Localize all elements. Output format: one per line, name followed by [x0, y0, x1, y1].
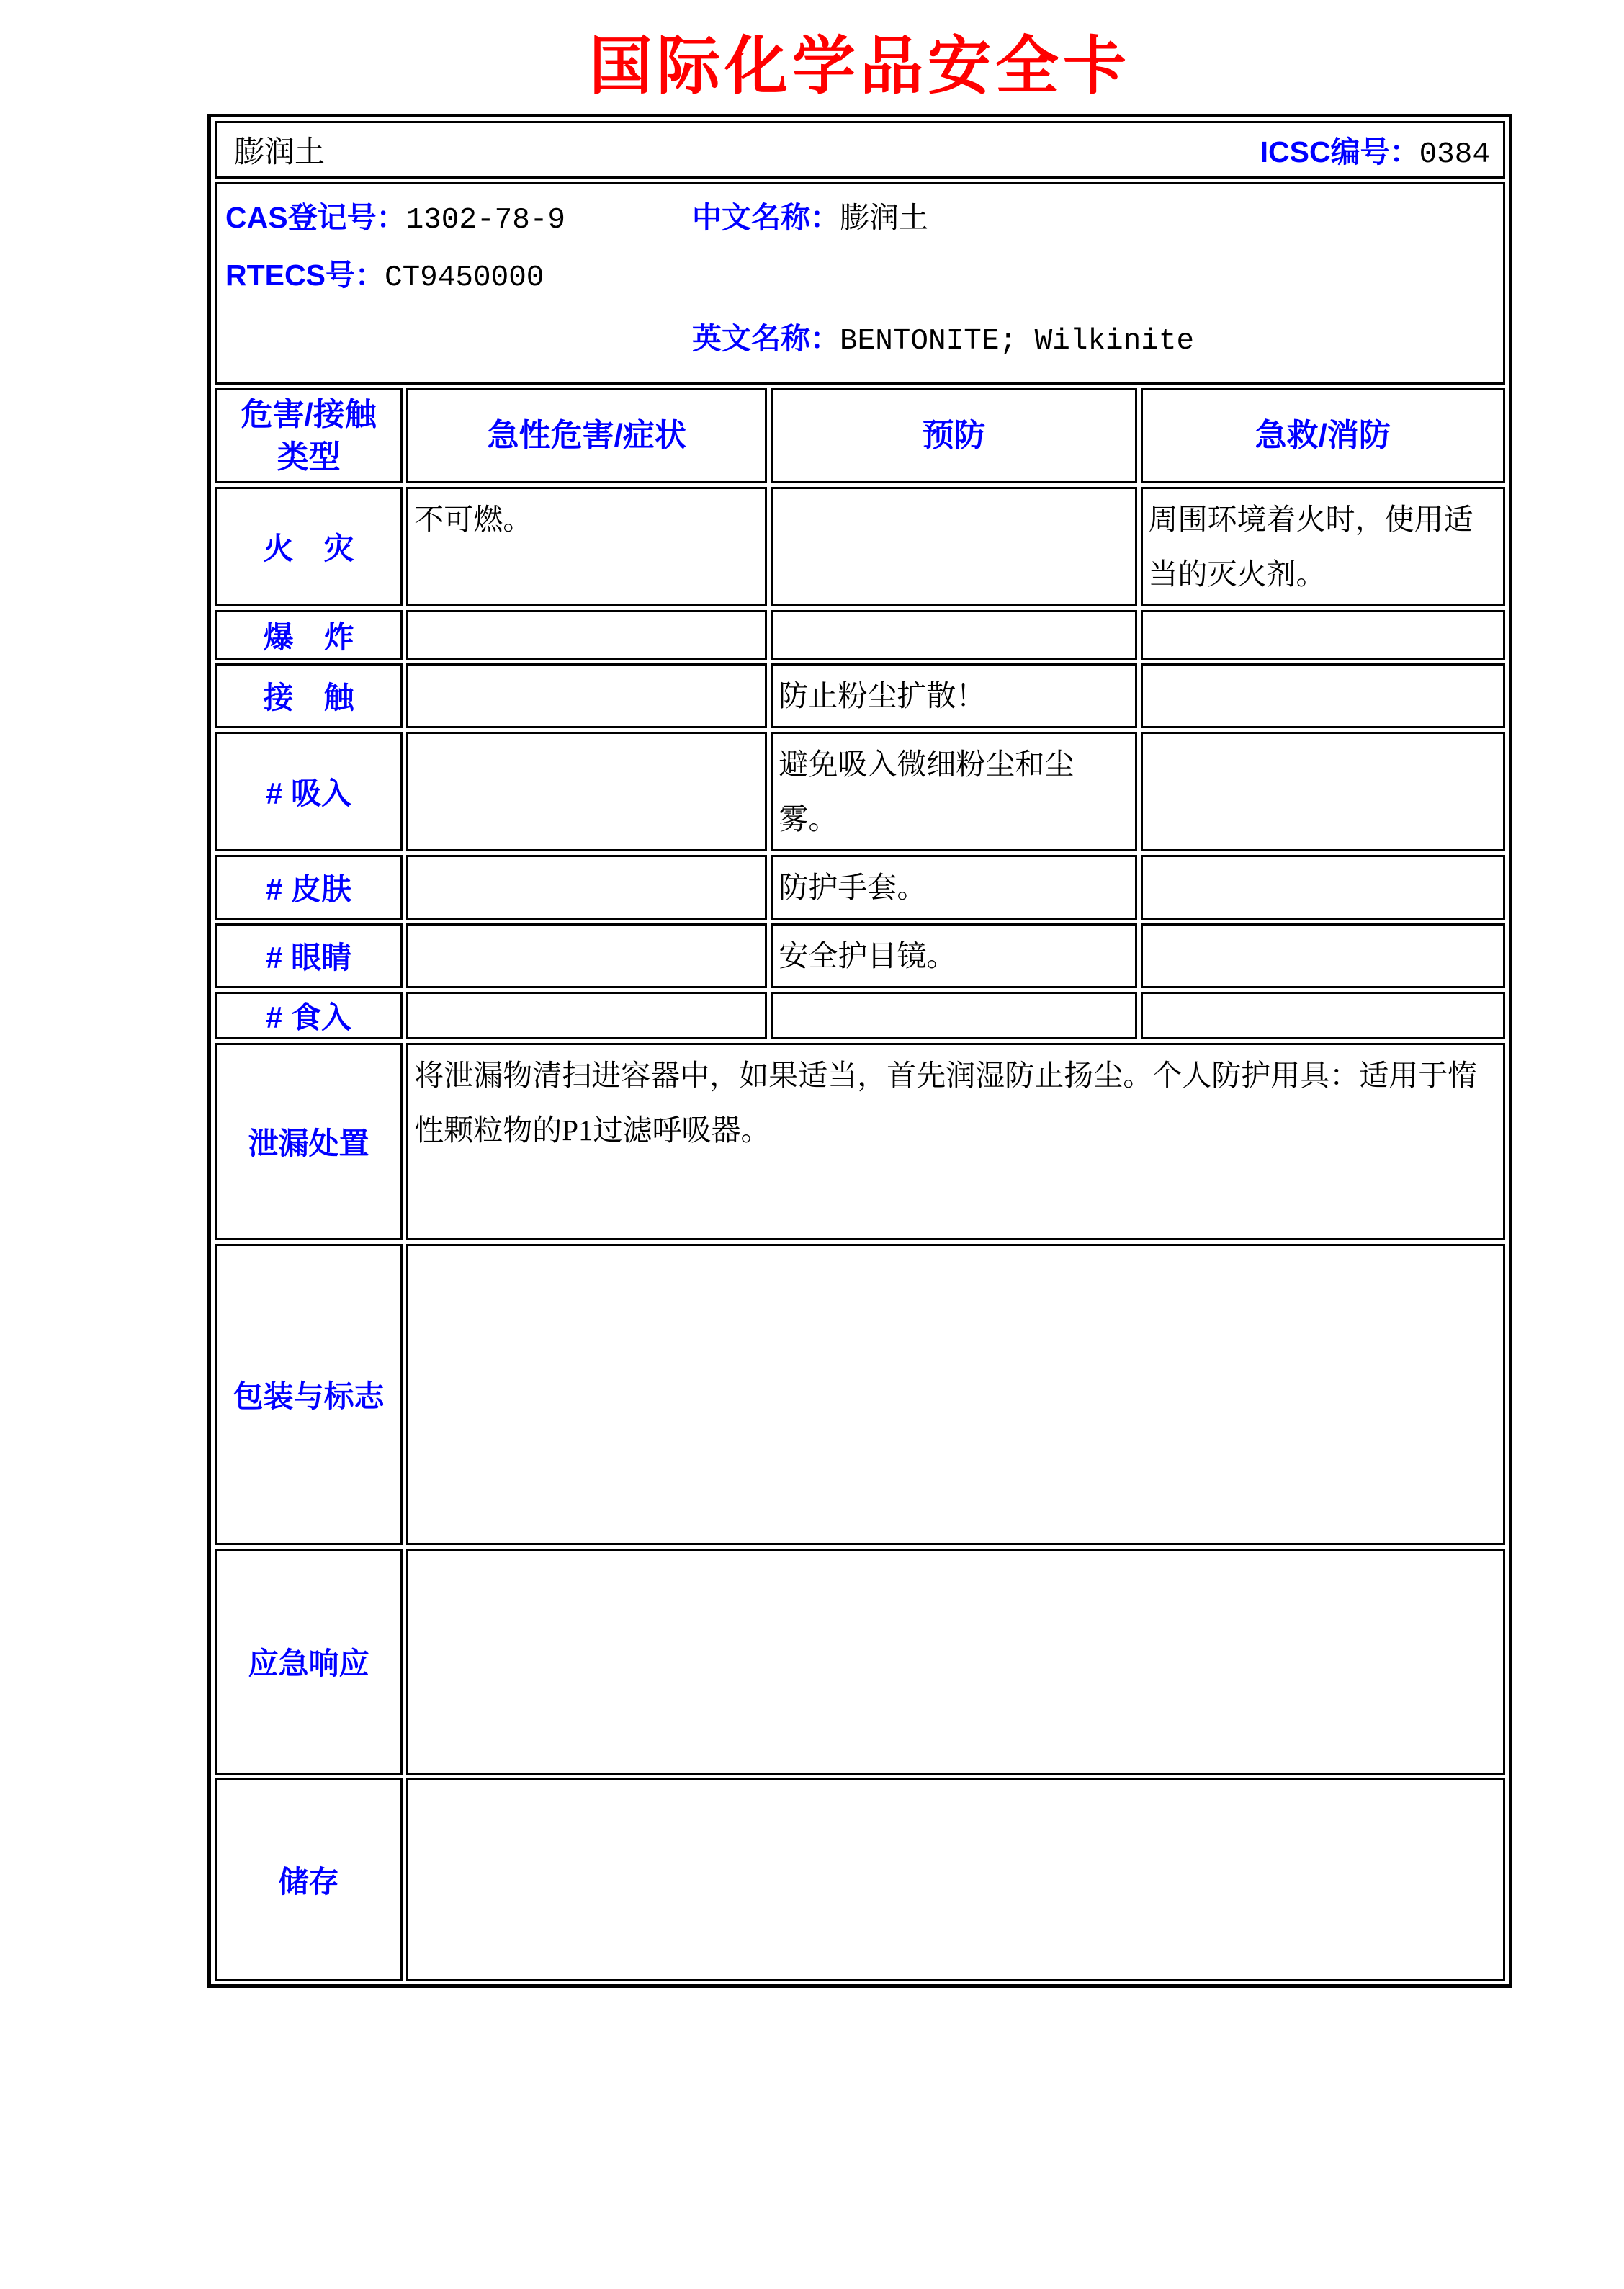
column-header-symptoms: 急性危害/症状 [406, 388, 767, 483]
column-header-row [215, 388, 1505, 483]
chinese-name-line [692, 190, 1194, 245]
english-name-value: BENTONITE; Wilkinite [840, 325, 1195, 358]
cas-number-value: 1302-78-9 [405, 204, 566, 237]
row-explosion-symptoms [406, 610, 767, 660]
row-spill-disposal-content: 将泄漏物清扫进容器中，如果适当，首先润湿防止扬尘。个人防护用具：适用于惰性颗粒物的P1过滤呼吸器。 [406, 1043, 1505, 1240]
row-skin-symptoms [406, 855, 767, 920]
row-packaging-labelling-content [406, 1244, 1505, 1545]
row-inhalation [215, 732, 1505, 851]
identifiers-row [215, 182, 1505, 385]
icsc-number-value: 0384 [1419, 138, 1490, 171]
page-title: 国际化学品安全卡 [588, 32, 1131, 102]
row-fire-symptoms: 不可燃。 [406, 487, 767, 606]
english-name-label: 英文名称： [692, 322, 840, 355]
row-exposure-first-aid [1141, 663, 1505, 728]
column-header-hazard-type [215, 388, 403, 483]
rtecs-number-line [225, 248, 565, 305]
rtecs-number-value: CT9450000 [384, 261, 544, 295]
row-exposure-symptoms [406, 663, 767, 728]
row-spill-disposal [215, 1043, 1505, 1240]
row-eyes-first-aid [1141, 923, 1505, 988]
row-explosion-first-aid [1141, 610, 1505, 660]
row-storage-label: 储存 [215, 1778, 403, 1981]
column-header-first-aid: 急救/消防 [1141, 388, 1505, 483]
row-spill-disposal-label: 泄漏处置 [215, 1043, 403, 1240]
row-ingestion-label: # 食入 [215, 992, 403, 1039]
row-inhalation-symptoms [406, 732, 767, 851]
row-storage-content [406, 1778, 1505, 1981]
card-header-cell [215, 121, 1505, 179]
row-eyes-label: # 眼睛 [215, 923, 403, 988]
row-fire-first-aid: 周围环境着火时，使用适当的灭火剂。 [1141, 487, 1505, 606]
chemical-names-block [692, 190, 1194, 369]
row-explosion [215, 610, 1505, 660]
row-fire-label: 火 灾 [215, 487, 403, 606]
row-explosion-prevention [771, 610, 1136, 660]
column-header-hazard-type-line2: 类型 [277, 439, 341, 475]
cas-number-line [225, 190, 565, 248]
row-inhalation-label: # 吸入 [215, 732, 403, 851]
icsc-number-group [1260, 128, 1490, 171]
row-inhalation-prevention: 避免吸入微细粉尘和尘雾。 [771, 732, 1136, 851]
chinese-name-label: 中文名称： [692, 201, 840, 234]
column-header-hazard-type-line1: 危害/接触 [241, 396, 377, 432]
row-exposure-prevention: 防止粉尘扩散！ [771, 663, 1136, 728]
row-eyes-symptoms [406, 923, 767, 988]
row-explosion-label: 爆 炸 [215, 610, 403, 660]
row-storage [215, 1778, 1505, 1981]
cas-number-label: CAS登记号： [225, 201, 406, 234]
row-exposure [215, 663, 1505, 728]
chinese-name-value: 膨润土 [840, 201, 928, 234]
rtecs-number-label: RTECS号： [225, 259, 385, 292]
column-header-prevention: 预防 [771, 388, 1136, 483]
row-packaging-labelling [215, 1244, 1505, 1545]
english-name-line [692, 311, 1194, 369]
row-fire [215, 487, 1505, 606]
row-skin-label: # 皮肤 [215, 855, 403, 920]
row-ingestion [215, 992, 1505, 1039]
row-eyes-prevention: 安全护目镜。 [771, 923, 1136, 988]
row-emergency-response [215, 1549, 1505, 1775]
row-packaging-labelling-label: 包装与标志 [215, 1244, 403, 1545]
substance-name: 膨润土 [234, 136, 326, 169]
row-fire-prevention [771, 487, 1136, 606]
identifiers-cell [215, 182, 1505, 385]
row-ingestion-prevention [771, 992, 1136, 1039]
card-header-row [215, 121, 1505, 179]
registry-numbers-block [225, 190, 565, 305]
row-eyes [215, 923, 1505, 988]
row-emergency-response-label: 应急响应 [215, 1549, 403, 1775]
icsc-number-label: ICSC编号： [1260, 135, 1419, 169]
row-ingestion-first-aid [1141, 992, 1505, 1039]
row-skin-first-aid [1141, 855, 1505, 920]
row-ingestion-symptoms [406, 992, 767, 1039]
row-emergency-response-content [406, 1549, 1505, 1775]
row-inhalation-first-aid [1141, 732, 1505, 851]
row-skin-prevention: 防护手套。 [771, 855, 1136, 920]
row-skin [215, 855, 1505, 920]
icsc-card-table [207, 114, 1512, 1988]
row-exposure-label: 接 触 [215, 663, 403, 728]
